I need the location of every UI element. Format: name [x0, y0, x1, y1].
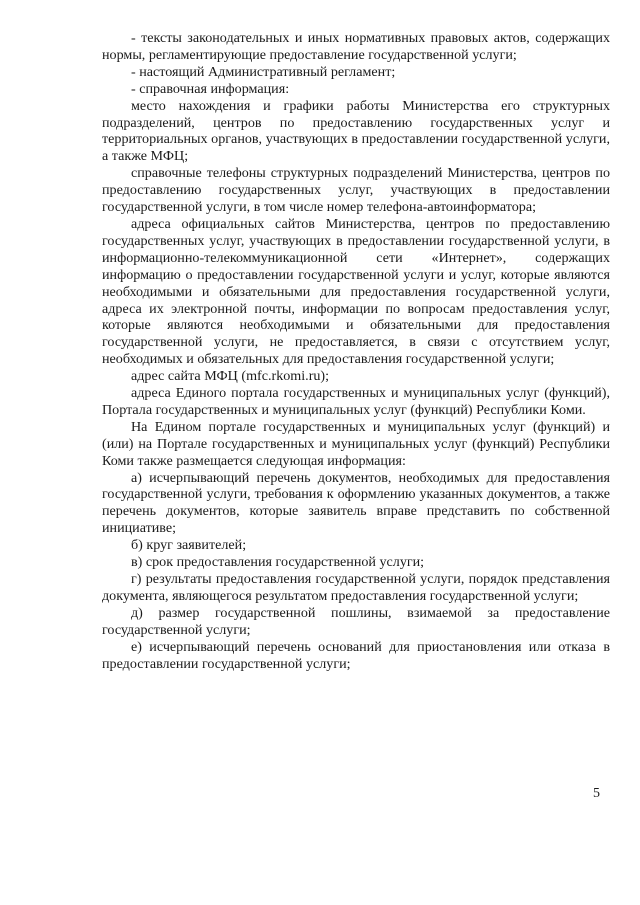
- list-item-v: в) срок предоставления государственной услуги;: [131, 554, 425, 571]
- list-item-b: б) круг заявителей;: [131, 537, 247, 554]
- paragraph-websites: адреса официальных сайтов Министерства, центров по предоставлению государственных услуг, участвующих в предоставлении государственной услуги, в информационно-телекоммуникационной сети «Интернет», содержащих информацию о предоставлении государственной услуги и услуг, которые являются необходимыми и обязательными для предоставления государственной услуги, адреса их электронной почты, информации по вопросам предоставления услуг, которые являются необходимыми и обязательными для предоставления государственной услуги, не предоставляется, в связи с отсутствием услуг, необходимых и обязательных для предоставления государственной услуги;: [102, 215, 610, 368]
- paragraph-phones: справочные телефоны структурных подразделений Министерства, центров по предоставлению государственных услуг, участвующих в предоставлении государственной услуги, в том числе номер телефона-автоинформатора;: [102, 165, 610, 216]
- page-number: 5: [593, 786, 600, 801]
- list-item-e: е) исчерпывающий перечень оснований для приостановления или отказа в предоставлении государственной услуги;: [102, 638, 610, 672]
- paragraph-portal-info: На Едином портале государственных и муниципальных услуг (функций) и (или) на Портале государственных и муниципальных услуг (функций) Республики Коми также размещается следующая информация:: [102, 418, 610, 469]
- list-item-g: г) результаты предоставления государственной услуги, порядок представления документа, являющегося результатом предоставления государственной услуги;: [102, 571, 610, 604]
- document-body: [102, 30, 610, 672]
- list-item-a: а) исчерпывающий перечень документов, необходимых для предоставления государственной услуги, требования к оформлению указанных документов, а также перечень документов, которые заявитель вправе представить по собственной инициативе;: [102, 469, 610, 537]
- paragraph-reference-info: - справочная информация:: [131, 80, 290, 97]
- paragraph-regulation: - настоящий Административный регламент;: [131, 63, 396, 80]
- paragraph-portals: адреса Единого портала государственных и муниципальных услуг (функций), Портала государственных и муниципальных услуг (функций) Республики Коми.: [102, 385, 610, 418]
- list-item-d: д) размер государственной пошлины, взимаемой за предоставление государственной услуги;: [102, 604, 610, 638]
- paragraph-laws: - тексты законодательных и иных нормативных правовых актов, содержащих нормы, регламентирующие предоставление государственной услуги;: [102, 30, 610, 63]
- paragraph-locations: место нахождения и графики работы Министерства его структурных подразделений, центров по предоставлению государственных услуг и территориальных органов, участвующих в предоставлении государственной услуги, а также МФЦ;: [102, 97, 610, 165]
- paragraph-mfc-site: адрес сайта МФЦ (mfc.rkomi.ru);: [131, 368, 330, 385]
